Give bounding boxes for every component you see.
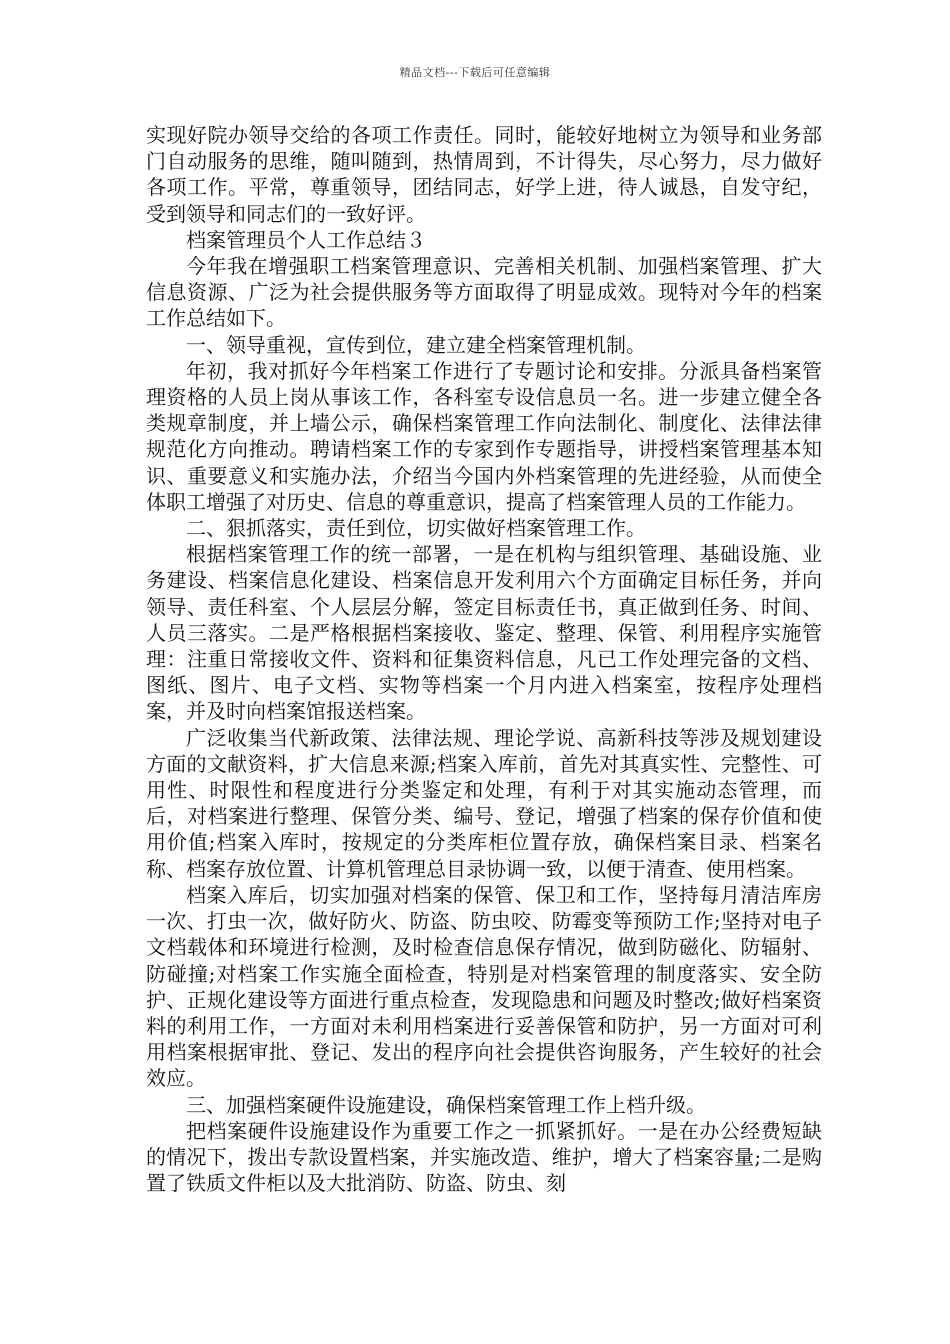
paragraph: 根据档案管理工作的统一部署，一是在机构与组织管理、基础设施、业务建设、档案信息化建设、档案信息开发利用六个方面确定目标任务，并向领导、责任科室、个人层层分解，签定目标责任书，真正做到任务、时间、人员三落实。二是严格根据档案接收、鉴定、整理、保管、利用程序实施管理：注重日常接收文件、资料和征集资料信息，凡已工作处理完备的文档、图纸、图片、电子文档、实物等档案一个月内进入档案室，按程序处理档案，并及时向档案馆报送档案。 bbox=[146, 542, 822, 724]
paragraph: 档案入库后，切实加强对档案的保管、保卫和工作，坚持每月清洁库房一次、打虫一次，做好防火、防盗、防虫咬、防霉变等预防工作;坚持对电子文档载体和环境进行检测，及时检查信息保存情况，做到防磁化、防辐射、防碰撞;对档案工作实施全面检查，特别是对档案管理的制度落实、安全防护、正规化建设等方面进行重点检查，发现隐患和问题及时整改;做好档案资料的利用工作，一方面对未利用档案进行妥善保管和防护，另一方面对可利用档案根据审批、登记、发出的程序向社会提供咨询服务，产生较好的社会效应。 bbox=[146, 882, 822, 1091]
paragraph: 把档案硬件设施建设作为重要工作之一抓紧抓好。一是在办公经费短缺的情况下，拨出专款设置档案，并实施改造、维护，增大了档案容量;二是购置了铁质文件柜以及大批消防、防盗、防虫、刻 bbox=[146, 1118, 822, 1196]
section-heading: 一、领导重视，宣传到位，建立建全档案管理机制。 bbox=[186, 332, 646, 357]
paragraph: 实现好院办领导交给的各项工作责任。同时，能较好地树立为领导和业务部门自动服务的思维，随叫随到，热情周到，不计得失，尽心努力，尽力做好各项工作。平常，尊重领导，团结同志，好学上进，待人诚恳，自发守纪，受到领导和同志们的一致好评。 bbox=[146, 123, 822, 226]
paragraph: 广泛收集当代新政策、法律法规、理论学说、高新科技等涉及规划建设方面的文献资料，扩大信息来源;档案入库前，首先对其真实性、完整性、可用性、时限性和程度进行分类鉴定和处理，有利于对其实施动态管理，而后，对档案进行整理、保管分类、编号、登记，增强了档案的保存价值和使用价值;档案入库时，按规定的分类库柜位置存放，确保档案目录、档案名称、档案存放位置、计算机管理总目录协调一致，以便于清查、使用档案。 bbox=[146, 725, 822, 881]
page-header: 精品文档---下载后可任意编辑 bbox=[399, 66, 551, 79]
section-heading: 二、狠抓落实，责任到位，切实做好档案管理工作。 bbox=[186, 516, 646, 541]
section-title: 档案管理员个人工作总结３ bbox=[186, 227, 426, 252]
section-heading: 三、加强档案硬件设施建设，确保档案管理工作上档升级。 bbox=[186, 1092, 706, 1117]
paragraph: 今年我在增强职工档案管理意识、完善相关机制、加强档案管理、扩大信息资源、广泛为社会提供服务等方面取得了明显成效。现特对今年的档案工作总结如下。 bbox=[146, 254, 822, 331]
document-body bbox=[146, 122, 822, 1196]
paragraph: 年初，我对抓好今年档案工作进行了专题讨论和安排。分派具备档案管理资格的人员上岗从事该工作，各科室专设信息员一名。进一步建立健全各类规章制度，并上墙公示，确保档案管理工作向法制化、制度化、法律法律规范化方向推动。聘请档案工作的专家到作专题指导，讲授档案管理基本知识、重要意义和实施办法，介绍当今国内外档案管理的先进经验，从而使全体职工增强了对历史、信息的尊重意识，提高了档案管理人员的工作能力。 bbox=[146, 358, 822, 514]
